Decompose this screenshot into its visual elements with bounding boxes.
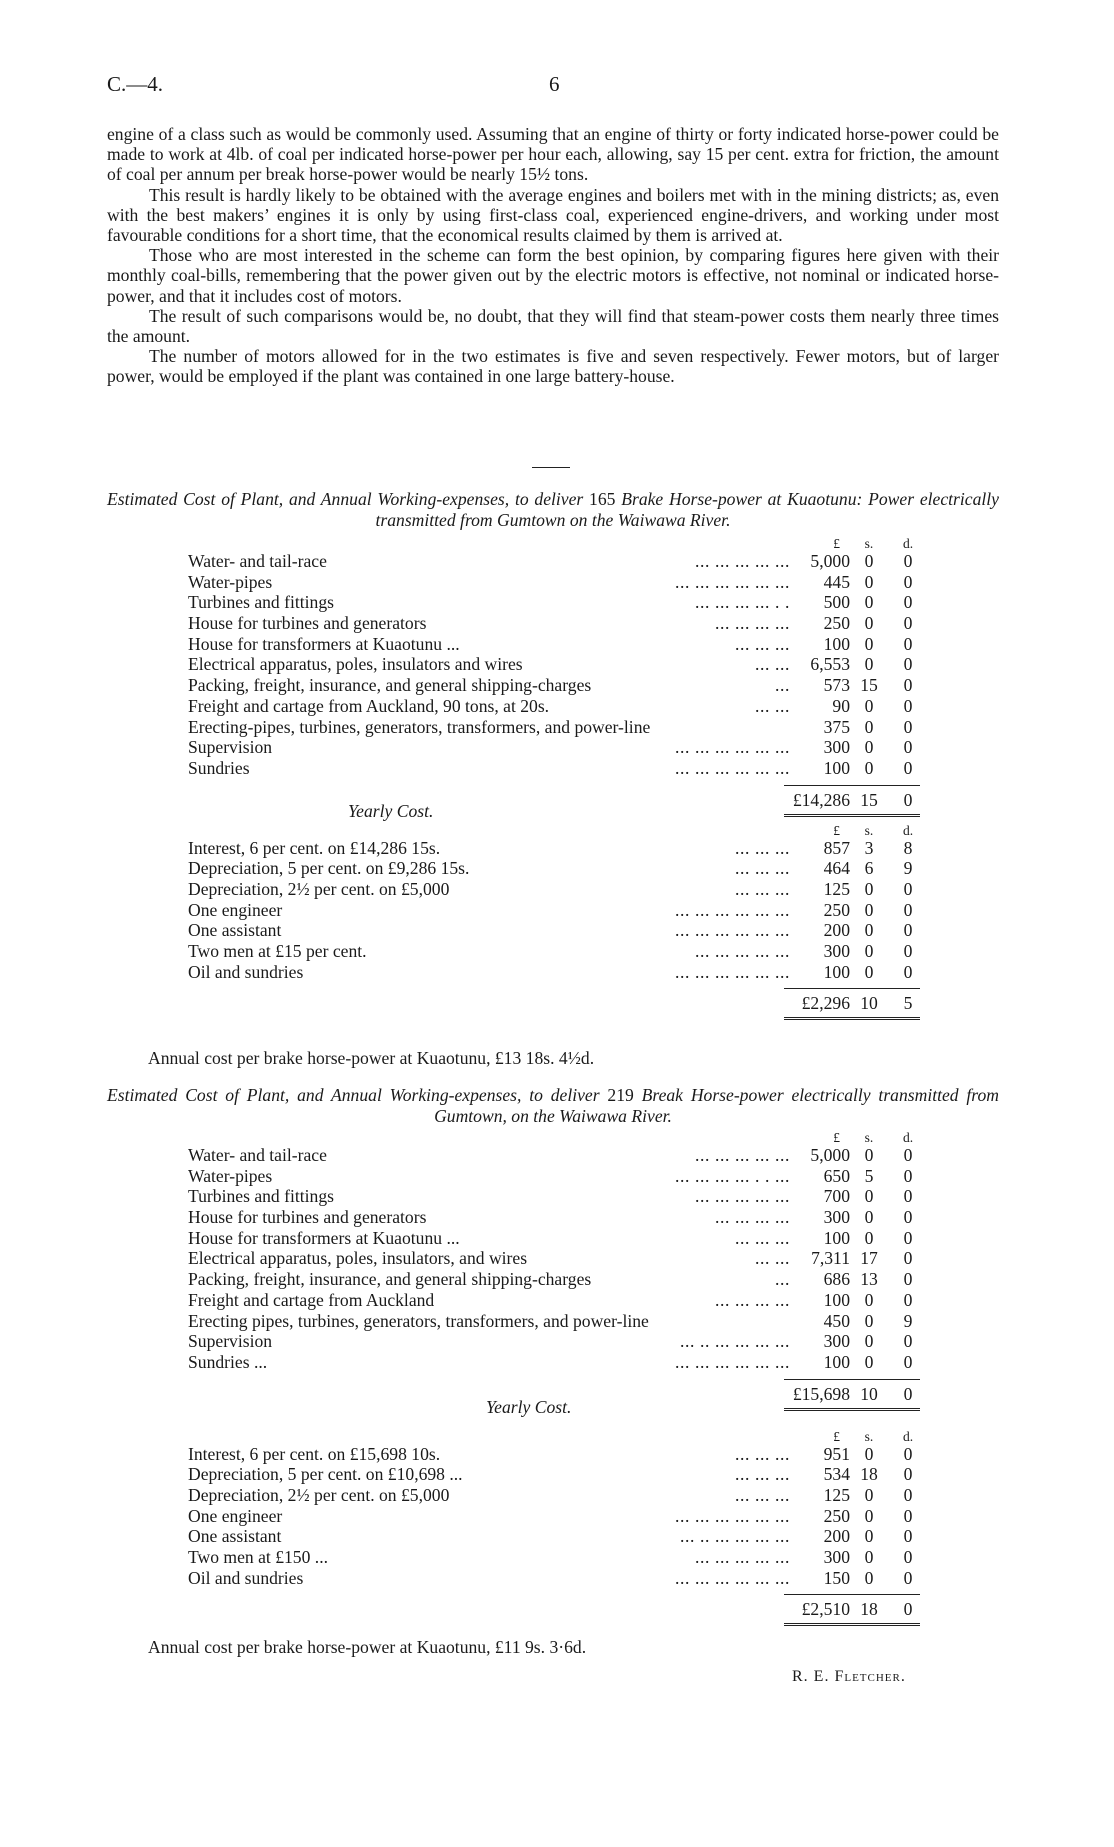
- leader-dots: ... ...: [755, 1248, 790, 1269]
- grand-total: [188, 779, 920, 823]
- double-rule: [784, 814, 920, 817]
- pounds-unit: £: [833, 1428, 840, 1444]
- grand-total-values: [784, 790, 920, 810]
- amount-shillings: 0: [864, 1331, 874, 1352]
- amount-pounds: 300: [823, 1331, 850, 1352]
- amount-pence: 0: [903, 613, 913, 634]
- amount-pounds: 90: [832, 695, 850, 716]
- amount-pounds: 250: [823, 613, 850, 634]
- amount-pence: 8: [903, 837, 913, 858]
- table-row: [188, 1311, 920, 1332]
- amount-pounds: 100: [823, 633, 850, 654]
- amount-pence: 0: [903, 1269, 913, 1290]
- amount-pence: 0: [903, 1207, 913, 1228]
- item-label: Sundries ...: [188, 1351, 268, 1372]
- item-label: House for turbines and generators: [188, 613, 427, 634]
- leader-dots: ... ... ... ... ... ...: [675, 920, 790, 941]
- item-label: House for transformers at Kuaotunu ...: [188, 633, 460, 654]
- amount-shillings: 0: [864, 1145, 874, 1165]
- leader-dots: ... .. ... ... ... ...: [680, 1526, 790, 1547]
- item-label: Interest, 6 per cent. on £15,698 10s.: [188, 1443, 441, 1464]
- double-rule: [784, 1017, 920, 1020]
- amount-pence: 9: [903, 1310, 913, 1331]
- amount-pence: 0: [903, 633, 913, 654]
- table-row: [188, 675, 920, 696]
- amount-pounds: 100: [823, 961, 850, 982]
- table-row: [188, 572, 920, 593]
- item-label: Water-pipes: [188, 571, 273, 592]
- estimate-1-title: [107, 489, 999, 530]
- table-row: [188, 696, 920, 717]
- amount-pounds: 650: [823, 1165, 850, 1186]
- amount-pounds: 375: [823, 716, 850, 737]
- amount-shillings: 15: [860, 675, 878, 696]
- amount-shillings: 0: [864, 920, 874, 941]
- amount-shillings: 0: [864, 1567, 874, 1588]
- leader-dots: ... ... ... ... ...: [695, 941, 790, 961]
- amount-pounds: 951: [823, 1443, 850, 1464]
- estimate-2-title-num: 219: [607, 1085, 634, 1105]
- leader-dots: ... ... ...: [735, 633, 790, 654]
- document-code: C.—4.: [107, 72, 164, 96]
- table-row: [188, 592, 920, 613]
- leader-dots: ... ...: [755, 695, 790, 716]
- yearly-total: [188, 982, 920, 1026]
- table-row: [188, 654, 920, 675]
- item-label: Erecting pipes, turbines, generators, transformers, and power-line: [188, 1310, 649, 1331]
- yearly-cost-heading: Yearly Cost.: [486, 1396, 572, 1417]
- amount-pence: 0: [903, 1505, 913, 1526]
- paragraph: engine of a class such as would be commonly used. Assuming that an engine of thirty or forty indicated horse-power could be made to work at 4lb. of coal per indicated horse-power per hour each, allowing, say 15 per cent. extra for friction, the amount of coal per annum per break horse-power would be nearly 15½ tons.: [107, 124, 999, 185]
- page-number: 6: [549, 72, 560, 96]
- amount-pence: 0: [903, 757, 913, 778]
- amount-shillings: 0: [864, 878, 874, 899]
- amount-pence: 0: [903, 961, 913, 982]
- currency-unit-row: [188, 536, 920, 551]
- item-label: Supervision: [188, 737, 273, 758]
- table-row: [188, 1290, 920, 1311]
- amount-pounds: 150: [823, 1567, 850, 1588]
- table-row: [188, 1464, 920, 1485]
- leader-dots: ... ... ... ... . .: [695, 592, 790, 613]
- yearly-total: [188, 1588, 920, 1632]
- amount-pounds: 534: [823, 1464, 850, 1485]
- leader-dots: ... .. ... ... ... ...: [680, 1331, 790, 1352]
- amount-pounds: 100: [823, 757, 850, 778]
- amount-shillings: 0: [864, 1484, 874, 1505]
- amount-shillings: 0: [864, 695, 874, 716]
- estimate-2-annual-note: Annual cost per brake horse-power at Kuaotunu, £11 9s. 3·6d.: [148, 1637, 587, 1657]
- total-pence: 0: [903, 1383, 913, 1404]
- leader-dots: ... ... ... ... ...: [695, 1186, 790, 1207]
- amount-shillings: 6: [864, 858, 874, 879]
- amount-shillings: 13: [860, 1269, 878, 1290]
- amount-shillings: 0: [864, 571, 874, 592]
- amount-pounds: 250: [823, 899, 850, 920]
- table-row: [188, 1228, 920, 1249]
- currency-unit-row: [188, 1130, 920, 1145]
- amount-shillings: 0: [864, 757, 874, 778]
- leader-dots: ... ... ... ... ...: [695, 1145, 790, 1165]
- item-label: Packing, freight, insurance, and general shipping-charges: [188, 675, 592, 696]
- table-row: [188, 551, 920, 572]
- table-row: [188, 717, 920, 738]
- amount-pence: 0: [903, 654, 913, 675]
- table-row: [188, 1269, 920, 1290]
- item-label: Two men at £150 ...: [188, 1547, 328, 1567]
- table-row: [188, 613, 920, 634]
- paragraph: Those who are most interested in the scheme can form the best opinion, by comparing figures here given with their monthly coal-bills, remembering that the power given out by the electric motors is effective, not nominal or indicated horse-power, and that it includes cost of motors.: [107, 245, 999, 306]
- shillings-unit: s.: [864, 822, 874, 838]
- item-label: Turbines and fittings: [188, 1186, 334, 1207]
- amount-pounds: 6,553: [810, 654, 850, 675]
- table-row: [188, 838, 920, 859]
- amount-pounds: 250: [823, 1505, 850, 1526]
- amount-pence: 0: [903, 1443, 913, 1464]
- estimate-1-title-num: 165: [589, 489, 616, 509]
- table-row: [188, 634, 920, 655]
- signature: R. E. Fletcher.: [792, 1668, 906, 1685]
- table-row: [188, 900, 920, 921]
- amount-pounds: 7,311: [811, 1248, 850, 1269]
- total-pence: 0: [903, 789, 913, 810]
- estimate-1-cost-table: [188, 536, 920, 1026]
- amount-shillings: 0: [864, 1289, 874, 1310]
- amount-pounds: 100: [823, 1351, 850, 1372]
- estimate-2-title: [107, 1085, 999, 1126]
- total-shillings: 18: [860, 1599, 878, 1620]
- amount-pounds: 200: [823, 1526, 850, 1547]
- total-pence: 0: [903, 1599, 913, 1620]
- yearly-heading-row: [188, 1396, 920, 1429]
- amount-pounds: 857: [823, 837, 850, 858]
- table-row: [188, 962, 920, 983]
- amount-shillings: 0: [864, 716, 874, 737]
- amount-pounds: 100: [823, 1289, 850, 1310]
- pounds-unit: £: [833, 822, 840, 838]
- amount-pounds: 686: [823, 1269, 850, 1290]
- amount-pounds: 125: [823, 878, 850, 899]
- amount-pence: 0: [903, 1567, 913, 1588]
- amount-pence: 0: [903, 1547, 913, 1567]
- amount-shillings: 0: [864, 613, 874, 634]
- amount-shillings: 0: [864, 551, 874, 571]
- amount-pence: 0: [903, 1289, 913, 1310]
- pence-unit: d.: [902, 1130, 914, 1145]
- leader-dots: ... ... ...: [735, 1443, 790, 1464]
- pence-unit: d.: [902, 536, 914, 551]
- pounds-unit: £: [833, 1130, 840, 1145]
- item-label: One assistant: [188, 920, 282, 941]
- leader-dots: ...: [775, 675, 790, 696]
- amount-shillings: 0: [864, 899, 874, 920]
- amount-pounds: 450: [823, 1310, 850, 1331]
- amount-pence: 0: [903, 1331, 913, 1352]
- item-label: Electrical apparatus, poles, insulators and wires: [188, 654, 523, 675]
- table-row: [188, 1547, 920, 1568]
- double-rule: [784, 1623, 920, 1626]
- item-label: Depreciation, 5 per cent. on £9,286 15s.: [188, 858, 470, 879]
- table-row: [188, 1506, 920, 1527]
- item-label: Freight and cartage from Auckland, 90 tons, at 20s.: [188, 695, 550, 716]
- item-label: One engineer: [188, 899, 283, 920]
- amount-pence: 0: [903, 695, 913, 716]
- shillings-unit: s.: [864, 1428, 874, 1444]
- table-row: [188, 920, 920, 941]
- amount-shillings: 3: [864, 837, 874, 858]
- leader-dots: ... ... ... ...: [715, 1207, 790, 1228]
- amount-pence: 0: [903, 920, 913, 941]
- table-row: [188, 858, 920, 879]
- item-label: Erecting-pipes, turbines, generators, transformers, and power-line: [188, 716, 651, 737]
- amount-shillings: 0: [864, 1207, 874, 1228]
- item-label: House for turbines and generators: [188, 1207, 427, 1228]
- currency-unit-row: [188, 1429, 920, 1444]
- sum-rule: [784, 1379, 920, 1380]
- leader-dots: ... ... ... ... ... ...: [675, 757, 790, 778]
- leader-dots: ... ... ...: [735, 1464, 790, 1485]
- table-row: [188, 1568, 920, 1589]
- amount-pounds: 300: [823, 941, 850, 961]
- amount-pounds: 5,000: [810, 551, 850, 571]
- item-label: Supervision: [188, 1331, 273, 1352]
- table-row: [188, 1444, 920, 1465]
- grand-total-values: [784, 1384, 920, 1404]
- amount-pounds: 300: [823, 737, 850, 758]
- item-label: Water- and tail-race: [188, 551, 327, 571]
- amount-pounds: 100: [823, 1227, 850, 1248]
- total-shillings: 10: [860, 1383, 878, 1404]
- total-pounds: £2,510: [801, 1599, 850, 1620]
- amount-pounds: 300: [823, 1547, 850, 1567]
- item-label: Interest, 6 per cent. on £14,286 15s.: [188, 837, 441, 858]
- table-row: [188, 1526, 920, 1547]
- leader-dots: ... ... ... ... ... ...: [675, 899, 790, 920]
- yearly-total-values: [784, 1599, 920, 1619]
- amount-pounds: 573: [823, 675, 850, 696]
- item-label: Oil and sundries: [188, 961, 304, 982]
- leader-dots: ... ... ...: [735, 878, 790, 899]
- estimate-1-title-pre: Estimated Cost of Plant, and Annual Working-expenses, to deliver: [107, 489, 584, 509]
- amount-pence: 0: [903, 1186, 913, 1207]
- pence-unit: d.: [902, 822, 914, 838]
- amount-shillings: 0: [864, 1443, 874, 1464]
- amount-shillings: 0: [864, 1227, 874, 1248]
- leader-dots: ... ... ... ...: [715, 613, 790, 634]
- item-label: Depreciation, 2½ per cent. on £5,000: [188, 1484, 450, 1505]
- leader-dots: ...: [775, 1269, 790, 1290]
- item-label: One assistant: [188, 1526, 282, 1547]
- amount-pence: 0: [903, 1351, 913, 1372]
- sum-rule: [784, 785, 920, 786]
- item-label: One engineer: [188, 1505, 283, 1526]
- item-label: Water-pipes: [188, 1165, 273, 1186]
- table-row: [188, 941, 920, 962]
- sum-rule: [784, 988, 920, 989]
- amount-shillings: 0: [864, 1526, 874, 1547]
- amount-shillings: 0: [864, 737, 874, 758]
- table-row: [188, 1248, 920, 1269]
- amount-pence: 0: [903, 1165, 913, 1186]
- amount-pence: 0: [903, 1484, 913, 1505]
- amount-pence: 0: [903, 878, 913, 899]
- amount-shillings: 0: [864, 1351, 874, 1372]
- total-pounds: £15,698: [792, 1383, 850, 1404]
- total-pounds: £2,296: [801, 993, 850, 1014]
- item-label: Water- and tail-race: [188, 1145, 327, 1165]
- amount-pence: 0: [903, 571, 913, 592]
- table-row: [188, 1207, 920, 1228]
- currency-unit-row: [188, 823, 920, 838]
- leader-dots: ... ... ... ... . . ...: [675, 1165, 790, 1186]
- table-row: [188, 1331, 920, 1352]
- amount-shillings: 17: [860, 1248, 878, 1269]
- leader-dots: ... ...: [755, 654, 790, 675]
- table-row: [188, 1485, 920, 1506]
- double-rule: [784, 1408, 920, 1411]
- amount-shillings: 0: [864, 1310, 874, 1331]
- item-label: Turbines and fittings: [188, 592, 334, 613]
- amount-pounds: 125: [823, 1484, 850, 1505]
- table-row: [188, 1186, 920, 1207]
- shillings-unit: s.: [864, 536, 874, 551]
- item-label: Freight and cartage from Auckland: [188, 1289, 435, 1310]
- item-label: Depreciation, 5 per cent. on £10,698 ...: [188, 1464, 463, 1485]
- leader-dots: ... ... ... ... ...: [695, 551, 790, 571]
- pounds-unit: £: [833, 536, 840, 551]
- total-pence: 5: [903, 993, 913, 1014]
- amount-pounds: 200: [823, 920, 850, 941]
- total-shillings: 10: [860, 993, 878, 1014]
- section-divider: [532, 467, 570, 468]
- leader-dots: ... ... ... ... ... ...: [675, 961, 790, 982]
- amount-pence: 0: [903, 1248, 913, 1269]
- amount-shillings: 0: [864, 1186, 874, 1207]
- amount-shillings: 0: [864, 941, 874, 961]
- amount-pence: 0: [903, 551, 913, 571]
- leader-dots: ... ... ... ... ... ...: [675, 737, 790, 758]
- amount-pence: 0: [903, 737, 913, 758]
- item-label: Two men at £15 per cent.: [188, 941, 367, 961]
- estimate-1-annual-note: Annual cost per brake horse-power at Kuaotunu, £13 18s. 4½d.: [148, 1048, 595, 1068]
- amount-pence: 0: [903, 1526, 913, 1547]
- shillings-unit: s.: [864, 1130, 874, 1145]
- table-row: [188, 879, 920, 900]
- item-label: House for transformers at Kuaotunu ...: [188, 1227, 460, 1248]
- amount-pence: 0: [903, 899, 913, 920]
- estimate-2-title-post: Break Horse-power electrically transmitted from Gumtown, on the Waiwawa River.: [434, 1085, 999, 1126]
- paragraph: The number of motors allowed for in the two estimates is five and seven respectively. Fewer motors, but of larger power, would be employed if the plant was contained in one large battery-house.: [107, 346, 999, 387]
- amount-shillings: 0: [864, 654, 874, 675]
- body-text: [107, 124, 999, 387]
- item-label: Packing, freight, insurance, and general shipping-charges: [188, 1269, 592, 1290]
- table-row: [188, 1166, 920, 1187]
- leader-dots: ... ... ... ...: [715, 1289, 790, 1310]
- amount-shillings: 0: [864, 1547, 874, 1567]
- yearly-cost-heading: Yearly Cost.: [348, 800, 434, 821]
- amount-shillings: 0: [864, 1505, 874, 1526]
- amount-shillings: 0: [864, 592, 874, 613]
- amount-pounds: 700: [823, 1186, 850, 1207]
- amount-pounds: 464: [823, 858, 850, 879]
- amount-shillings: 0: [864, 961, 874, 982]
- amount-pence: 0: [903, 1464, 913, 1485]
- amount-shillings: 0: [864, 633, 874, 654]
- estimate-2-cost-table: [188, 1130, 920, 1632]
- table-row: [188, 758, 920, 779]
- paragraph: This result is hardly likely to be obtained with the average engines and boilers met with in the mining districts; as, even with the best makers’ engines it is only by using first-class coal, experienced engine-drivers, and working under most favourable conditions for a short time, that the economical results claimed by them is arrived at.: [107, 184, 999, 246]
- amount-pence: 0: [903, 1227, 913, 1248]
- leader-dots: ... ... ... ... ... ...: [675, 1505, 790, 1526]
- amount-pence: 0: [903, 716, 913, 737]
- table-row: [188, 1145, 920, 1166]
- leader-dots: ... ... ... ... ...: [695, 1547, 790, 1567]
- amount-shillings: 5: [864, 1165, 874, 1186]
- estimate-1-title-post: Brake Horse-power at Kuaotunu: Power electrically transmitted from Gumtown on the Waiwawa River.: [375, 489, 999, 530]
- leader-dots: ... ... ...: [735, 837, 790, 858]
- amount-pounds: 445: [823, 571, 850, 592]
- pence-unit: d.: [902, 1428, 914, 1444]
- leader-dots: ... ... ...: [735, 1227, 790, 1248]
- yearly-total-values: [784, 993, 920, 1013]
- paragraph: The result of such comparisons would be, no doubt, that they will find that steam-power costs them nearly three times the amount.: [107, 305, 999, 347]
- amount-pence: 0: [903, 592, 913, 613]
- item-label: Electrical apparatus, poles, insulators, and wires: [188, 1248, 528, 1269]
- table-row: [188, 737, 920, 758]
- leader-dots: ... ... ...: [735, 1484, 790, 1505]
- estimate-2-title-pre: Estimated Cost of Plant, and Annual Working-expenses, to deliver: [107, 1085, 600, 1105]
- amount-pounds: 500: [823, 592, 850, 613]
- total-pounds: £14,286: [792, 789, 850, 810]
- total-shillings: 15: [860, 789, 878, 810]
- amount-pounds: 300: [823, 1207, 850, 1228]
- leader-dots: ... ... ... ... ... ...: [675, 1351, 790, 1372]
- amount-shillings: 18: [860, 1464, 878, 1485]
- amount-pence: 0: [903, 1145, 913, 1165]
- leader-dots: ... ... ... ... ... ...: [675, 1567, 790, 1588]
- amount-pounds: 5,000: [810, 1145, 850, 1165]
- leader-dots: ... ... ...: [735, 858, 790, 879]
- item-label: Oil and sundries: [188, 1567, 304, 1588]
- item-label: Sundries: [188, 757, 250, 778]
- amount-pence: 0: [903, 675, 913, 696]
- amount-pence: 0: [903, 941, 913, 961]
- item-label: Depreciation, 2½ per cent. on £5,000: [188, 878, 450, 899]
- leader-dots: ... ... ... ... ... ...: [675, 571, 790, 592]
- sum-rule: [784, 1594, 920, 1595]
- table-row: [188, 1352, 920, 1373]
- amount-pence: 9: [903, 858, 913, 879]
